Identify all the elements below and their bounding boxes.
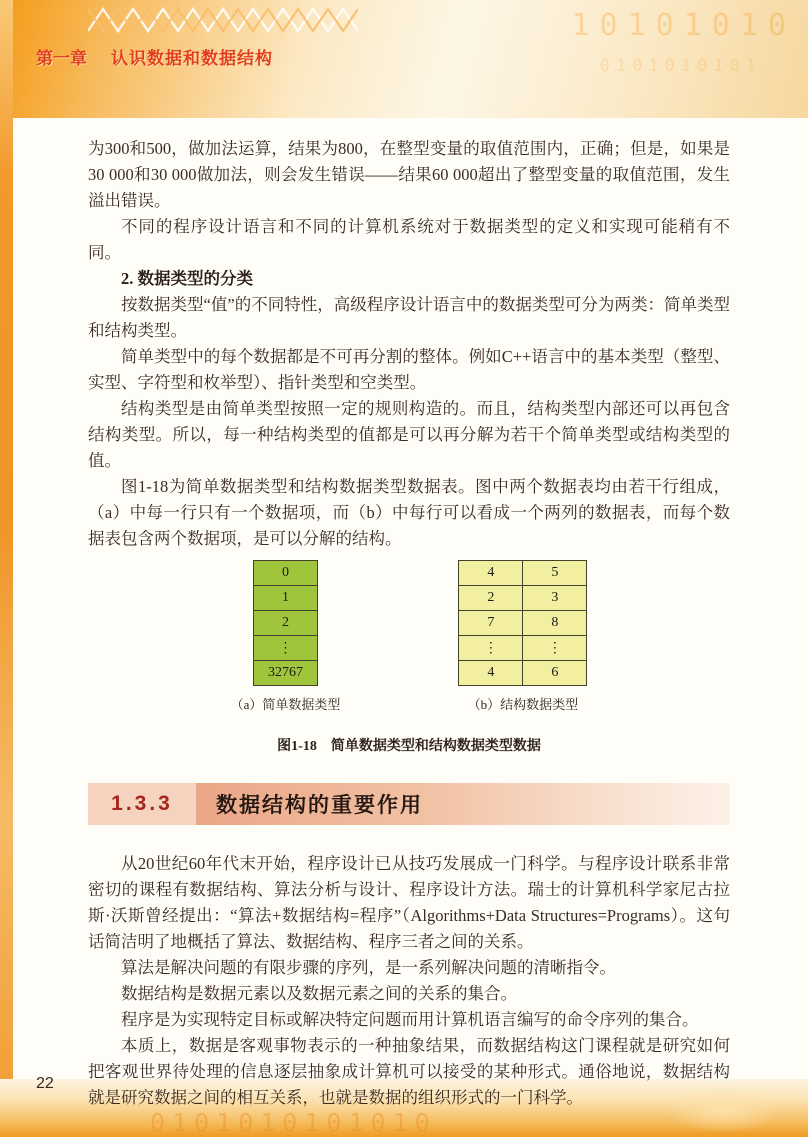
body-paragraph: 为300和500，做加法运算，结果为800，在整型变量的取值范围内，正确；但是，如果是30 000和30 000做加法，则会发生错误——结果60 000超出了整型变量的取值范围，发生溢出错误。 (88, 139, 730, 210)
simple-data-type-table (253, 560, 318, 686)
figure-label-a: （a）简单数据类型 (230, 697, 341, 712)
body-paragraph: 不同的程序设计语言和不同的计算机系统对于数据类型的定义和实现可能稍有不同。 (88, 217, 730, 262)
table-cell: 32767 (254, 661, 318, 686)
body-paragraph: 本质上，数据是客观事物表示的一种抽象结果，而数据结构这门课程就是研究如何把客观世界待处理的信息逐层抽象成计算机可以接受的某种形式。通俗地说，数据结构就是研究数据之间的相互关系，也就是数据的组织形式的一门科学。 (88, 1036, 730, 1107)
table-cell: 0 (254, 561, 318, 586)
table-cell: 7 (459, 611, 523, 636)
binary-pattern-top-secondary-icon: 0101010101 (599, 56, 762, 76)
table-cell: 8 (523, 611, 587, 636)
table-cell: 5 (523, 561, 587, 586)
zigzag-pattern-icon (88, 4, 358, 38)
table-cell: 6 (523, 661, 587, 686)
table-cell: ⋮ (254, 636, 318, 661)
left-decoration-strip (0, 0, 13, 1137)
chapter-number: 第一章 (36, 49, 87, 68)
section-number: 1.3.3 (88, 783, 196, 825)
section-title: 数据结构的重要作用 (196, 783, 730, 825)
chapter-title: 认识数据和数据结构 (111, 49, 273, 68)
table-cell: 4 (459, 661, 523, 686)
body-paragraph: 简单类型中的每个数据都是不可再分割的整体。例如C++语言中的基本类型（整型、实型、字符型和枚举型）、指针类型和空类型。 (88, 347, 730, 392)
table-cell: 1 (254, 586, 318, 611)
binary-pattern-top-icon: 10101010 (571, 8, 796, 43)
body-paragraph: 程序是为实现特定目标或解决特定问题而用计算机语言编写的命令序列的集合。 (121, 1010, 699, 1029)
table-cell: 2 (254, 611, 318, 636)
body-paragraph: 图1-18为简单数据类型和结构数据类型数据表。图中两个数据表均由若干行组成，（a）中每一行只有一个数据项，而（b）中每行可以看成一个两列的数据表，而每个数据表包含两个数据项，是可以分解的结构。 (88, 477, 730, 548)
figure-column-a (231, 560, 341, 713)
body-paragraph: 结构类型是由简单类型按照一定的规则构造的。而且，结构类型内部还可以再包含结构类型。所以，每一种结构类型的值都是可以再分解为若干个简单类型或结构类型的值。 (88, 399, 730, 470)
body-paragraph: 数据结构是数据元素以及数据元素之间的关系的集合。 (121, 984, 517, 1003)
body-paragraph: 算法是解决问题的有限步骤的序列，是一系列解决问题的清晰指令。 (121, 958, 616, 977)
body-paragraph: 从20世纪60年代末开始，程序设计已从技巧发展成一门科学。与程序设计联系非常密切的课程有数据结构、算法分析与设计、程序设计方法。瑞士的计算机科学家尼古拉斯·沃斯曾经提出：“算法+数据结构=程序”（Algorithms+Data Structures=Programs）。这句话简洁明了地概括了算法、数据结构、程序三者之间的关系。 (88, 854, 730, 951)
section-heading-bar (88, 783, 730, 825)
table-cell: 3 (523, 586, 587, 611)
figure-caption: 图1-18 简单数据类型和结构数据类型数据 (277, 739, 541, 754)
subheading-data-type-classification: 2. 数据类型的分类 (121, 269, 253, 288)
table-cell: 4 (459, 561, 523, 586)
page-content (88, 136, 730, 1111)
structured-data-type-table (458, 560, 587, 686)
chapter-header (36, 44, 273, 69)
table-cell: ⋮ (459, 636, 523, 661)
table-cell: 2 (459, 586, 523, 611)
body-paragraph: 按数据类型“值”的不同特性，高级程序设计语言中的数据类型可分为两类：简单类型和结构类型。 (88, 295, 730, 340)
figure-1-18 (88, 560, 730, 713)
binary-pattern-bottom-icon: 0101010101010 (150, 1108, 437, 1137)
figure-column-b (458, 560, 587, 713)
page-number: 22 (36, 1075, 54, 1092)
figure-label-b: （b）结构数据类型 (467, 697, 579, 712)
table-cell: ⋮ (523, 636, 587, 661)
top-decoration-band (0, 0, 808, 118)
